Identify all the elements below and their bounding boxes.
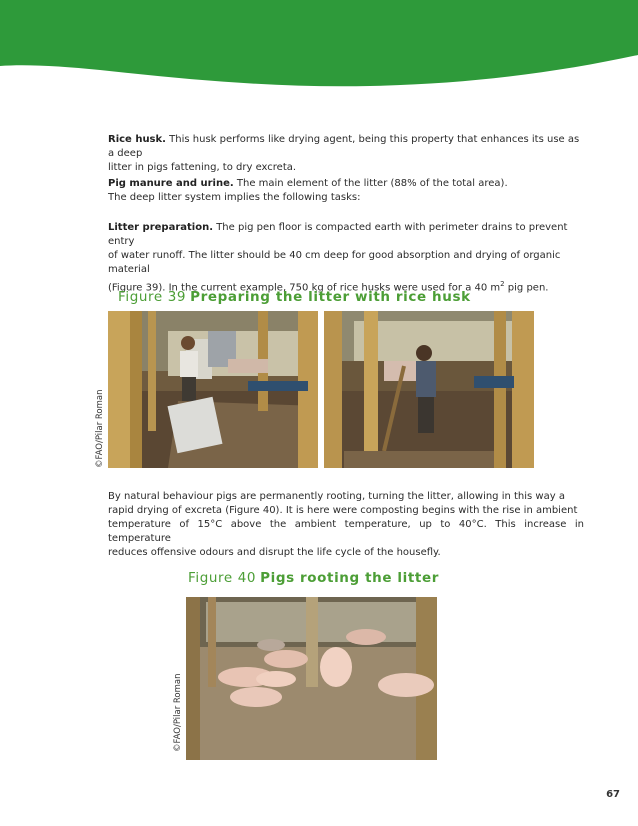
page-number: 67: [606, 789, 620, 800]
paragraph-behaviour: By natural behaviour pigs are permanently rooting, turning the litter, allowing in this way a rapid drying of excreta (Figure 40). It is here were composting begins with the rise in ambient temperature of 15°C above the ambient temperature, up to 40°C. This increase in temperature reduces offensive odours and disrupt the life cycle of the housefly.: [108, 491, 584, 558]
paragraph-litter-preparation: Litter preparation. The pig pen floor is compacted earth with perimeter drains to prevent entry of water runoff. The litter should be 40 cm deep for good absorption and drying of organic material (Figure 39). In the current example, 750 kg of rice husks were used for a 40 $m^2$ pig pen.: [108, 222, 568, 294]
figure-39-photo-right: [324, 311, 534, 468]
figure-39-photo-left: [108, 311, 318, 468]
figure-39-credit: ©FAO/Pilar Roman: [95, 389, 105, 468]
heading-manure: Pig manure and urine.: [108, 178, 234, 189]
header-banner: [0, 0, 638, 100]
paragraph-manure: Pig manure and urine. The main element of the litter (88% of the total area). The deep litter system implies the following tasks:: [108, 178, 508, 203]
figure-40-photo: [186, 597, 437, 760]
figure-40-credit: ©FAO/Pilar Roman: [173, 673, 183, 752]
paragraph-rice-husk: Rice husk. This husk performs like drying agent, being this property that enhances its use as a deep litter in pigs fattening, to dry excreta.: [108, 134, 580, 173]
heading-rice-husk: Rice husk.: [108, 134, 166, 145]
figure-39-title: Figure 39 Preparing the litter with rice husk: [118, 289, 471, 305]
figure-40-title: Figure 40 Pigs rooting the litter: [188, 570, 439, 586]
heading-litter-preparation: Litter preparation.: [108, 222, 214, 233]
